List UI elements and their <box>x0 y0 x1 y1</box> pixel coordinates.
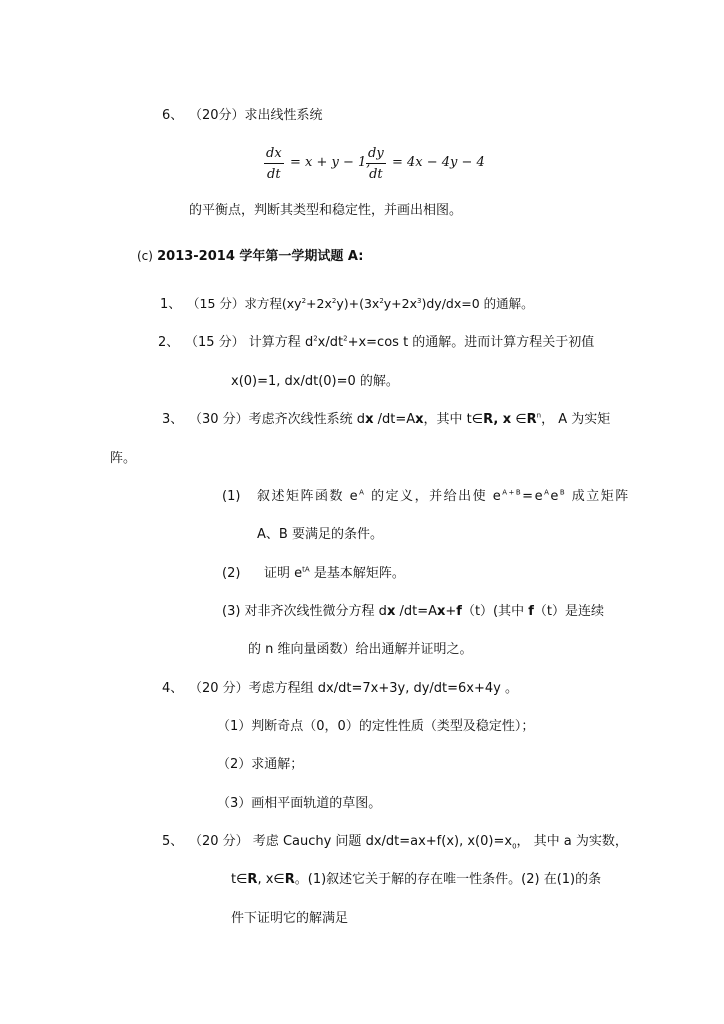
q4-sub-2: （2）求通解； <box>217 757 304 772</box>
q3-sub-1-text <box>257 490 630 503</box>
bold-R: R <box>284 872 295 887</box>
problem-6-tail: 的平衡点，判断其类型和稳定性，并画出相图。 <box>189 203 463 218</box>
q1-part: +2x <box>306 296 332 311</box>
bold-R: R <box>526 412 537 427</box>
bold-x: x <box>436 604 446 619</box>
q3-sub-3-line-2: 的 n 维向量函数）给出通解并证明之。 <box>248 642 473 657</box>
q3s3-part: (3) 对非齐次线性微分方程 d <box>222 604 387 619</box>
section-label: (c) <box>137 249 153 263</box>
question-4-number: 4、 <box>162 681 184 696</box>
equation-2-rhs: = 4x − 4y − 4 <box>392 155 485 170</box>
question-3-number: 3、 <box>162 412 184 427</box>
question-5-line-3: 件下证明它的解满足 <box>231 911 349 926</box>
q3-sub-1-line-2: A、B 要满足的条件。 <box>257 527 383 542</box>
sup: 3 <box>417 296 422 305</box>
problem-6-number: 6、 <box>162 108 184 123</box>
sup: B <box>559 488 567 497</box>
question-2-text <box>185 336 594 349</box>
sup: 2 <box>379 296 384 305</box>
q3-sub-2-label: (2) <box>222 566 241 581</box>
frac-den: dt <box>369 167 383 182</box>
q5-part: （20 分） 考虑 Cauchy 问题 dx/dt=ax+f(x), x(0)=x <box>189 834 513 849</box>
bold-x: x <box>415 412 424 427</box>
q3s2-part: 是基本解矩阵。 <box>309 566 405 581</box>
q3-part: ， A 为实矩 <box>541 412 611 427</box>
q3s2-part: 证明 e <box>264 566 303 581</box>
question-1-text <box>187 298 534 311</box>
bold-x: x <box>386 604 396 619</box>
sup: n <box>536 411 542 420</box>
q3s1-part: =e <box>522 489 545 504</box>
q1-part: y+2x <box>383 296 418 311</box>
question-3-text <box>189 413 610 426</box>
question-3-wrap: 阵。 <box>110 451 137 466</box>
equation-1-rhs: = x + y − 1, <box>290 155 371 170</box>
q5-part: 。(1)叙述它关于解的存在唯一性条件。(2) 在(1)的条 <box>294 872 602 887</box>
bold-R: R <box>483 412 494 427</box>
q5-part: , x∈ <box>257 872 285 887</box>
q5-part: ， 其中 a 为实数， <box>516 834 628 849</box>
q3s3-part: （t）是连续 <box>533 604 605 619</box>
q3-sub-3-text <box>222 605 604 618</box>
bold-f: f <box>456 604 462 619</box>
frac-num: dx <box>264 146 284 164</box>
sup: 2 <box>301 296 307 305</box>
bold-f: f <box>528 604 534 619</box>
frac-den: dt <box>267 167 281 182</box>
fraction-dy-dt <box>366 146 386 182</box>
question-2-line-2: x(0)=1, dx/dt(0)=0 的解。 <box>231 374 399 389</box>
question-4-text: （20 分）考虑方程组 dx/dt=7x+3y, dy/dt=6x+4y 。 <box>189 681 518 696</box>
sup: 2 <box>313 334 318 343</box>
q2-part: x/dt <box>317 335 344 350</box>
sup: tA <box>302 565 310 574</box>
q3s1-part: e <box>550 489 560 504</box>
sup: A+B <box>502 488 523 497</box>
bold-x: x <box>502 412 512 427</box>
q3s1-part: 成立矩阵 <box>566 489 630 504</box>
q1-part: （15 分）求方程(xy <box>187 296 302 311</box>
sup: 2 <box>331 296 337 305</box>
sup: A <box>359 488 366 497</box>
problem-6-lead: （20分）求出线性系统 <box>189 108 323 123</box>
section-c-heading <box>137 250 363 263</box>
q3s1-part: 的定义，并给出使 e <box>365 489 503 504</box>
q3-sub-1-label: (1) <box>222 489 241 504</box>
bold-R: R <box>247 872 258 887</box>
q3s3-part: + <box>445 604 457 619</box>
question-1-number: 1、 <box>160 297 182 312</box>
q4-sub-1: （1）判断奇点（0，0）的定性性质（类型及稳定性）； <box>217 719 535 734</box>
q3-part: ∈ <box>511 412 527 427</box>
q3-part: , <box>493 412 503 427</box>
section-title: 2013-2014 学年第一学期试题 A: <box>157 249 364 264</box>
q3-sub-2-text <box>264 567 405 580</box>
q3s3-part: /dt=A <box>395 604 437 619</box>
q1-part: y)+(3x <box>336 296 380 311</box>
q3s1-part: 叙述矩阵函数 e <box>257 489 360 504</box>
q4-sub-3: （3）画相平面轨道的草图。 <box>217 796 382 811</box>
q3-part: /dt=A <box>373 412 416 427</box>
sup: A <box>544 488 551 497</box>
q2-part: +x=cos t 的通解。进而计算方程关于初值 <box>347 335 595 350</box>
question-2-number: 2、 <box>158 335 180 350</box>
frac-num: dy <box>366 146 386 164</box>
q3s3-part: （t）(其中 <box>461 604 529 619</box>
bold-x: x <box>365 412 374 427</box>
q1-part: )dy/dx=0 的通解。 <box>421 296 534 311</box>
q3-part: （30 分）考虑齐次线性系统 d <box>189 412 366 427</box>
question-5-number: 5、 <box>162 834 184 849</box>
q2-part: （15 分） 计算方程 d <box>185 335 314 350</box>
q3-part: ，其中 t∈ <box>423 412 484 427</box>
fraction-dx-dt <box>264 146 284 182</box>
question-5-text <box>189 834 628 851</box>
sup: 2 <box>343 334 348 343</box>
q5-part: t∈ <box>231 872 248 887</box>
sub: 0 <box>512 842 517 851</box>
question-5-line-2 <box>231 873 601 886</box>
